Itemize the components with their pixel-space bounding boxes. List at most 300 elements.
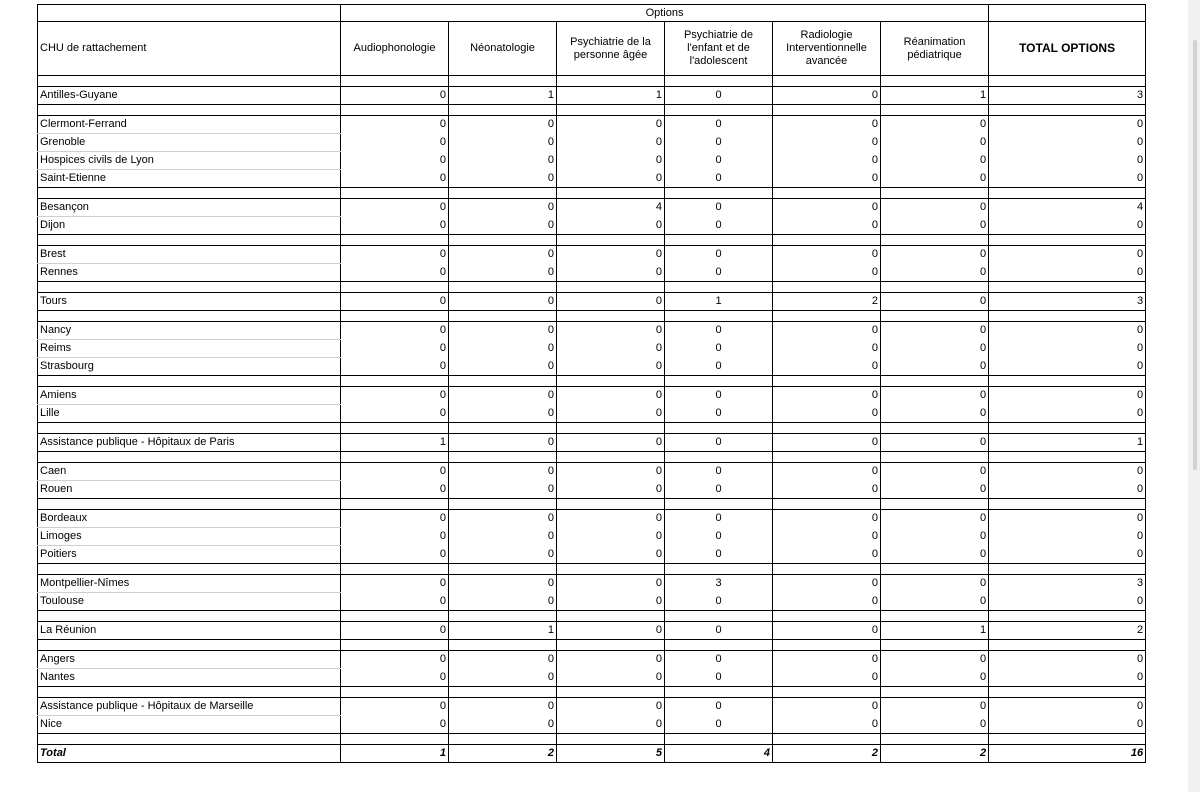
spacer-cell (38, 611, 341, 622)
option-value-cell: 0 (449, 481, 557, 499)
total-option-value-cell: 2 (773, 745, 881, 763)
spacer-cell (881, 687, 989, 698)
spacer-cell (557, 640, 665, 651)
option-value-cell: 0 (665, 134, 773, 152)
spacer-cell (449, 235, 557, 246)
option-value-cell: 0 (449, 405, 557, 423)
chu-name-cell: Rouen (38, 481, 341, 499)
table-row (38, 463, 1146, 481)
option-value-cell: 0 (341, 405, 449, 423)
total-value-cell: 0 (989, 593, 1146, 611)
chu-name-cell: Nice (38, 716, 341, 734)
spacer-cell (881, 640, 989, 651)
option-value-cell: 0 (665, 199, 773, 217)
spacer-cell (557, 452, 665, 463)
table-row (38, 199, 1146, 217)
option-value-cell: 0 (665, 510, 773, 528)
spacer-cell (38, 311, 341, 322)
spacer-cell (773, 188, 881, 199)
spacer-cell (665, 499, 773, 510)
spacer-cell (881, 452, 989, 463)
option-value-cell: 0 (881, 698, 989, 716)
total-option-value-cell: 1 (341, 745, 449, 763)
total-value-cell: 0 (989, 698, 1146, 716)
chu-name-cell: Dijon (38, 217, 341, 235)
option-value-cell: 0 (881, 405, 989, 423)
total-value-cell: 0 (989, 669, 1146, 687)
option-value-cell: 0 (557, 217, 665, 235)
spacer-cell (665, 687, 773, 698)
spacer-cell (989, 499, 1146, 510)
spacer-cell (881, 499, 989, 510)
option-value-cell: 0 (881, 434, 989, 452)
option-value-cell: 0 (449, 434, 557, 452)
spacer-cell (38, 76, 341, 87)
option-value-cell: 0 (341, 481, 449, 499)
table-row (38, 622, 1146, 640)
option-value-cell: 0 (341, 264, 449, 282)
spacer-cell (989, 611, 1146, 622)
spacer-cell (341, 687, 449, 698)
spacer-cell (557, 311, 665, 322)
option-value-cell: 0 (449, 546, 557, 564)
total-row (38, 745, 1146, 763)
spacer-cell (449, 687, 557, 698)
option-value-cell: 0 (665, 87, 773, 105)
spacer-cell (989, 188, 1146, 199)
spacer-cell (557, 282, 665, 293)
total-value-cell: 0 (989, 246, 1146, 264)
option-value-cell: 0 (341, 622, 449, 640)
spacer-cell (665, 734, 773, 745)
option-value-cell: 1 (557, 87, 665, 105)
spacer-cell (557, 105, 665, 116)
total-value-cell: 0 (989, 546, 1146, 564)
option-value-cell: 0 (557, 622, 665, 640)
table-row (38, 358, 1146, 376)
chu-name-cell: Toulouse (38, 593, 341, 611)
chu-name-cell: Rennes (38, 264, 341, 282)
table-body (38, 76, 1146, 763)
spacer-cell (665, 564, 773, 575)
table-row (38, 698, 1146, 716)
spacer-cell (341, 611, 449, 622)
group-spacer-row (38, 640, 1146, 651)
spacer-cell (557, 188, 665, 199)
option-value-cell: 0 (557, 358, 665, 376)
total-value-cell: 3 (989, 87, 1146, 105)
spacer-cell (881, 311, 989, 322)
option-value-cell: 0 (881, 651, 989, 669)
scrollbar-thumb[interactable] (1193, 40, 1197, 470)
option-value-cell: 0 (773, 264, 881, 282)
spacer-cell (773, 423, 881, 434)
chu-name-cell: Assistance publique - Hôpitaux de Marseille (38, 698, 341, 716)
header-row-group (38, 5, 1146, 22)
spacer-cell (773, 376, 881, 387)
option-value-cell: 0 (881, 116, 989, 134)
option-value-cell: 0 (341, 546, 449, 564)
spacer-cell (989, 105, 1146, 116)
table-row (38, 593, 1146, 611)
total-value-cell: 0 (989, 716, 1146, 734)
option-value-cell: 1 (449, 622, 557, 640)
option-value-cell: 0 (449, 170, 557, 188)
spacer-cell (881, 611, 989, 622)
option-value-cell: 0 (557, 481, 665, 499)
table-row (38, 546, 1146, 564)
chu-name-cell: Amiens (38, 387, 341, 405)
option-value-cell: 0 (449, 575, 557, 593)
spacer-cell (881, 188, 989, 199)
option-value-cell: 0 (341, 669, 449, 687)
option-value-cell: 0 (341, 698, 449, 716)
spacer-cell (341, 282, 449, 293)
table-row (38, 87, 1146, 105)
option-value-cell: 0 (881, 463, 989, 481)
option-value-cell: 0 (557, 463, 665, 481)
spacer-cell (881, 282, 989, 293)
total-value-cell: 0 (989, 264, 1146, 282)
spacer-cell (449, 564, 557, 575)
table-row (38, 434, 1146, 452)
total-value-cell: 0 (989, 340, 1146, 358)
total-option-value-cell: 2 (449, 745, 557, 763)
spacer-cell (557, 235, 665, 246)
spacer-cell (989, 734, 1146, 745)
option-value-cell: 0 (881, 358, 989, 376)
option-value-cell: 0 (341, 322, 449, 340)
chu-name-cell: Nancy (38, 322, 341, 340)
spacer-cell (881, 235, 989, 246)
spacer-cell (341, 105, 449, 116)
option-value-cell: 0 (557, 716, 665, 734)
option-value-cell: 0 (665, 698, 773, 716)
table-row (38, 575, 1146, 593)
table-row (38, 170, 1146, 188)
option-value-cell: 0 (881, 528, 989, 546)
spacer-cell (773, 282, 881, 293)
option-value-cell: 0 (665, 217, 773, 235)
chu-column-header: CHU de rattachement (38, 22, 341, 76)
group-spacer-row (38, 452, 1146, 463)
total-value-cell: 0 (989, 322, 1146, 340)
spacer-cell (665, 640, 773, 651)
option-value-cell: 0 (341, 358, 449, 376)
chu-name-cell: Angers (38, 651, 341, 669)
total-value-cell: 0 (989, 152, 1146, 170)
spacer-cell (773, 564, 881, 575)
option-value-cell: 0 (773, 481, 881, 499)
table-row (38, 387, 1146, 405)
option-value-cell: 0 (773, 116, 881, 134)
chu-name-cell: Clermont-Ferrand (38, 116, 341, 134)
spacer-cell (341, 564, 449, 575)
spacer-cell (989, 376, 1146, 387)
option-value-cell: 0 (449, 698, 557, 716)
option-value-cell: 0 (449, 528, 557, 546)
spacer-cell (341, 76, 449, 87)
chu-name-cell: Nantes (38, 669, 341, 687)
spacer-cell (557, 687, 665, 698)
spacer-cell (449, 734, 557, 745)
option-value-cell: 0 (341, 152, 449, 170)
spacer-cell (341, 734, 449, 745)
table-row (38, 264, 1146, 282)
spacer-cell (449, 376, 557, 387)
table-row (38, 510, 1146, 528)
group-spacer-row (38, 235, 1146, 246)
spacer-cell (38, 105, 341, 116)
spacer-cell (341, 423, 449, 434)
spacer-cell (881, 376, 989, 387)
spacer-cell (881, 423, 989, 434)
total-option-value-cell: 4 (665, 745, 773, 763)
spacer-cell (341, 499, 449, 510)
table-row (38, 669, 1146, 687)
table-row (38, 716, 1146, 734)
option-value-cell: 0 (881, 716, 989, 734)
chu-name-cell: Caen (38, 463, 341, 481)
option-value-cell: 0 (341, 170, 449, 188)
total-value-cell: 0 (989, 170, 1146, 188)
option-value-cell: 0 (881, 593, 989, 611)
total-value-cell: 0 (989, 528, 1146, 546)
spacer-cell (881, 76, 989, 87)
option-value-cell: 0 (881, 246, 989, 264)
option-value-cell: 0 (557, 170, 665, 188)
spacer-cell (773, 611, 881, 622)
option-value-cell: 0 (773, 246, 881, 264)
option-value-cell: 0 (881, 510, 989, 528)
group-spacer-row (38, 188, 1146, 199)
option-value-cell: 0 (665, 152, 773, 170)
spacer-cell (881, 734, 989, 745)
option-value-cell: 0 (665, 622, 773, 640)
option-value-cell: 0 (557, 546, 665, 564)
spacer-cell (989, 687, 1146, 698)
option-value-cell: 0 (773, 546, 881, 564)
radiologie-column-header: Radiologie Interventionnelle avancée (773, 22, 881, 76)
table-row (38, 116, 1146, 134)
spacer-cell (989, 76, 1146, 87)
spacer-cell (38, 734, 341, 745)
spacer-cell (989, 235, 1146, 246)
option-value-cell: 0 (341, 716, 449, 734)
spacer-cell (665, 452, 773, 463)
chu-name-cell: Strasbourg (38, 358, 341, 376)
option-value-cell: 0 (449, 264, 557, 282)
option-value-cell: 0 (665, 528, 773, 546)
option-value-cell: 0 (341, 651, 449, 669)
option-value-cell: 0 (881, 264, 989, 282)
option-value-cell: 0 (557, 387, 665, 405)
option-value-cell: 0 (341, 116, 449, 134)
option-value-cell: 0 (557, 528, 665, 546)
option-value-cell: 0 (557, 293, 665, 311)
spacer-cell (881, 105, 989, 116)
option-value-cell: 0 (773, 405, 881, 423)
group-spacer-row (38, 687, 1146, 698)
option-value-cell: 0 (449, 387, 557, 405)
option-value-cell: 0 (665, 434, 773, 452)
chu-name-cell: Poitiers (38, 546, 341, 564)
spacer-cell (773, 235, 881, 246)
spacer-cell (989, 452, 1146, 463)
spacer-cell (557, 423, 665, 434)
total-value-cell: 1 (989, 434, 1146, 452)
spacer-cell (665, 105, 773, 116)
option-value-cell: 0 (557, 322, 665, 340)
table-row (38, 340, 1146, 358)
chu-name-cell: Assistance publique - Hôpitaux de Paris (38, 434, 341, 452)
group-spacer-row (38, 282, 1146, 293)
total-value-cell: 0 (989, 387, 1146, 405)
option-value-cell: 0 (449, 716, 557, 734)
total-value-cell: 2 (989, 622, 1146, 640)
spacer-cell (449, 311, 557, 322)
spacer-cell (38, 282, 341, 293)
option-value-cell: 0 (665, 481, 773, 499)
psychiatrie-personne-agee-column-header: Psychiatrie de la personne âgée (557, 22, 665, 76)
option-value-cell: 0 (773, 528, 881, 546)
option-value-cell: 0 (449, 510, 557, 528)
spacer-cell (557, 499, 665, 510)
option-value-cell: 0 (773, 358, 881, 376)
option-value-cell: 0 (665, 170, 773, 188)
option-value-cell: 0 (341, 463, 449, 481)
option-value-cell: 0 (449, 463, 557, 481)
option-value-cell: 0 (665, 246, 773, 264)
table-row (38, 134, 1146, 152)
spacer-cell (881, 564, 989, 575)
option-value-cell: 0 (557, 405, 665, 423)
spacer-cell (38, 235, 341, 246)
option-value-cell: 0 (449, 116, 557, 134)
chu-name-cell: Limoges (38, 528, 341, 546)
spacer-cell (665, 282, 773, 293)
option-value-cell: 0 (341, 575, 449, 593)
option-value-cell: 0 (773, 622, 881, 640)
table-row (38, 322, 1146, 340)
option-value-cell: 0 (557, 575, 665, 593)
option-value-cell: 0 (449, 651, 557, 669)
option-value-cell: 0 (881, 575, 989, 593)
spacer-cell (38, 423, 341, 434)
spacer-cell (557, 376, 665, 387)
chu-name-cell: Brest (38, 246, 341, 264)
option-value-cell: 0 (557, 246, 665, 264)
option-value-cell: 0 (773, 134, 881, 152)
spacer-cell (665, 235, 773, 246)
total-option-value-cell: 5 (557, 745, 665, 763)
option-value-cell: 0 (773, 170, 881, 188)
option-value-cell: 0 (665, 387, 773, 405)
option-value-cell: 1 (881, 87, 989, 105)
table-row (38, 651, 1146, 669)
option-value-cell: 0 (665, 322, 773, 340)
option-value-cell: 0 (665, 405, 773, 423)
spacer-cell (773, 734, 881, 745)
option-value-cell: 0 (341, 340, 449, 358)
spacer-cell (38, 376, 341, 387)
spacer-cell (38, 687, 341, 698)
spacer-cell (449, 611, 557, 622)
option-value-cell: 0 (665, 340, 773, 358)
total-value-cell: 0 (989, 217, 1146, 235)
spacer-cell (341, 452, 449, 463)
option-value-cell: 0 (773, 463, 881, 481)
chu-name-cell: Reims (38, 340, 341, 358)
spacer-cell (773, 499, 881, 510)
spacer-cell (449, 499, 557, 510)
option-value-cell: 0 (557, 651, 665, 669)
total-option-value-cell: 2 (881, 745, 989, 763)
total-value-cell: 4 (989, 199, 1146, 217)
option-value-cell: 0 (773, 217, 881, 235)
option-value-cell: 0 (773, 593, 881, 611)
chu-name-cell: Grenoble (38, 134, 341, 152)
option-value-cell: 0 (449, 340, 557, 358)
option-value-cell: 0 (773, 387, 881, 405)
option-value-cell: 0 (557, 593, 665, 611)
option-value-cell: 0 (557, 340, 665, 358)
group-spacer-row (38, 423, 1146, 434)
spacer-cell (989, 640, 1146, 651)
spacer-cell (665, 611, 773, 622)
option-value-cell: 0 (773, 434, 881, 452)
option-value-cell: 1 (341, 434, 449, 452)
group-spacer-row (38, 76, 1146, 87)
option-value-cell: 0 (557, 698, 665, 716)
option-value-cell: 0 (773, 152, 881, 170)
spacer-cell (341, 188, 449, 199)
group-spacer-row (38, 376, 1146, 387)
vertical-scrollbar[interactable] (1188, 0, 1200, 792)
option-value-cell: 0 (449, 217, 557, 235)
spacer-cell (341, 640, 449, 651)
option-value-cell: 0 (881, 217, 989, 235)
spacer-cell (449, 188, 557, 199)
option-value-cell: 0 (773, 651, 881, 669)
total-value-cell: 0 (989, 463, 1146, 481)
option-value-cell: 0 (341, 217, 449, 235)
spacer-cell (989, 423, 1146, 434)
spacer-cell (665, 76, 773, 87)
group-spacer-row (38, 105, 1146, 116)
option-value-cell: 0 (773, 510, 881, 528)
option-value-cell: 0 (773, 698, 881, 716)
total-value-cell: 0 (989, 405, 1146, 423)
spacer-cell (989, 311, 1146, 322)
spacer-cell (989, 564, 1146, 575)
spacer-cell (557, 76, 665, 87)
option-value-cell: 0 (881, 340, 989, 358)
option-value-cell: 0 (665, 463, 773, 481)
option-value-cell: 0 (449, 293, 557, 311)
spacer-cell (449, 105, 557, 116)
spacer-cell (557, 564, 665, 575)
option-value-cell: 0 (881, 481, 989, 499)
option-value-cell: 0 (773, 340, 881, 358)
option-value-cell: 0 (773, 199, 881, 217)
chu-name-cell: Lille (38, 405, 341, 423)
option-value-cell: 0 (881, 134, 989, 152)
spacer-cell (773, 311, 881, 322)
option-value-cell: 0 (881, 170, 989, 188)
group-spacer-row (38, 734, 1146, 745)
spacer-cell (449, 423, 557, 434)
